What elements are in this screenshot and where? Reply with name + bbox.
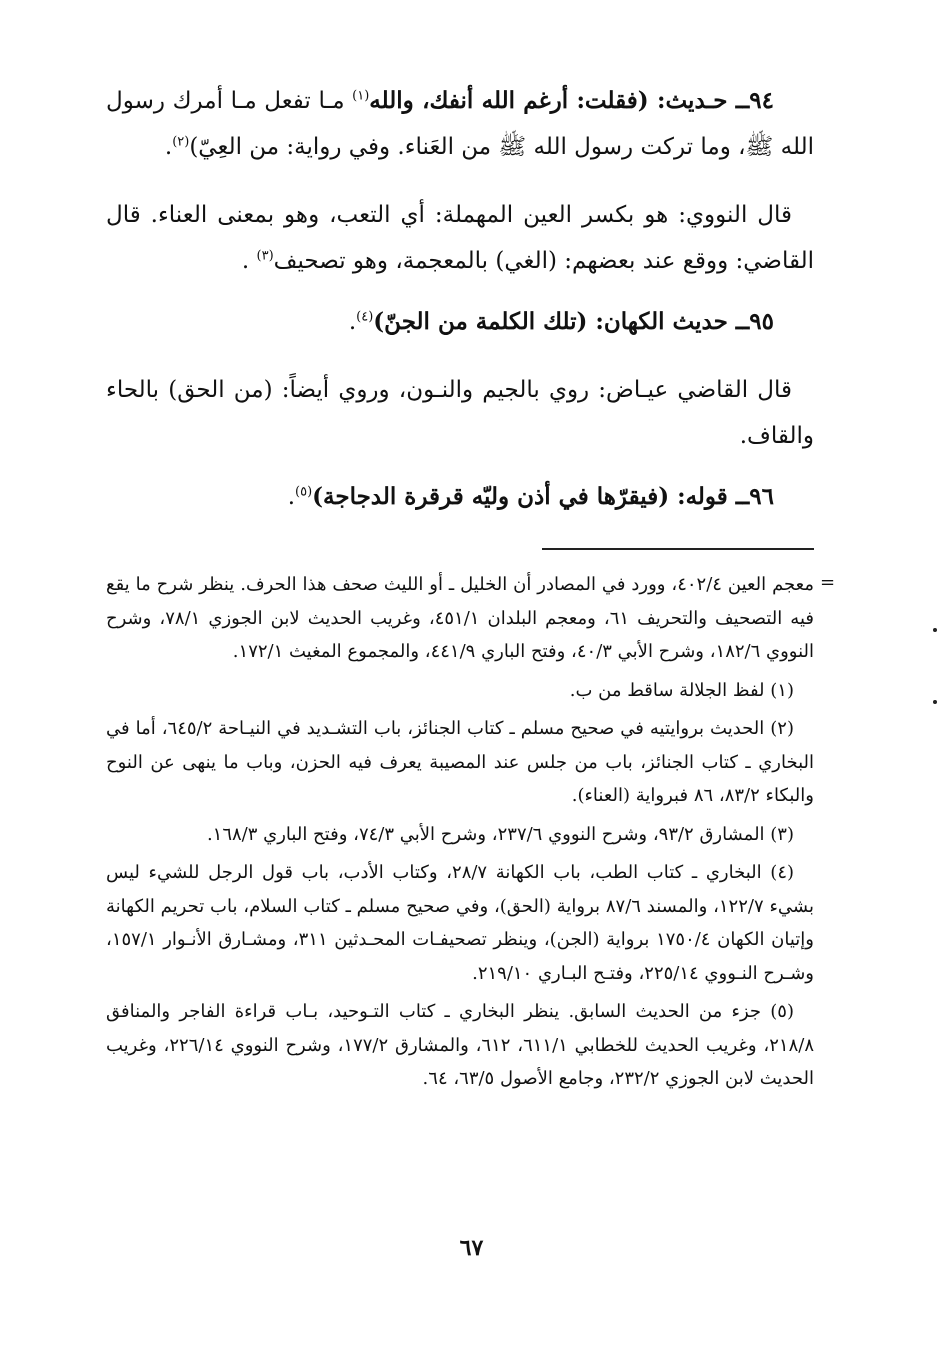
continuation-mark: =	[820, 572, 836, 593]
entry-94	[106, 78, 814, 170]
footnote-separator	[542, 548, 814, 550]
footnote-ref[interactable]: (٢)	[172, 134, 190, 150]
entry-text: ــ قوله: (فيقرّها في أذن وليّه قرقرة الدجاجة)	[312, 483, 750, 510]
explanation-paragraph	[106, 367, 814, 459]
footnote-ref[interactable]: (٥)	[295, 484, 313, 500]
entry-number: ٩٥	[749, 308, 774, 335]
entry-number: ٩٤	[749, 87, 774, 114]
main-text	[106, 78, 814, 542]
explanation-text: قال القاضي عيـاض: روي بالجيم والنـون، وروي أيضاً: (من الحق) بالحاء والقاف.	[106, 377, 814, 449]
footnote-4: (٤) البخاري ـ كتاب الطب، باب الكهانة ٢٨/٧، وكتاب الأدب، باب قول الرجل للشيء ليس بشيء ١٢٢/٧، والمسند ٨٧/٦ برواية (الحق)، وفي صحيح مسلم ـ كتاب السلام، باب تحريم الكهانة وإتيان الكهان ١٧٥٠/٤ برواية (الجن)، وينظر تصحيفـات المحـدثين ٣١١، ومشـارق الأنـوار ١٥٧/١، وشـرح النـووي ٢٢٥/١٤، وفتـح البـاري ٢١٩/١٠.	[106, 862, 814, 984]
scan-speck	[933, 700, 937, 704]
footnote-5: (٥) جزء من الحديث السابق. ينظر البخاري ـ كتاب التـوحيد، بـاب قراءة الفاجر والمنافق ٢١٨/٨، وغريب الحديث للخطابي ٦١١/١، ٦١٢، والمشارق ١٧٧/٢، وشرح النووي ٢٢٦/١٤، وغريب الحديث لابن الجوزي ٢٣٢/٢، وجامع الأصول ٦٣/٥، ٦٤.	[106, 1001, 814, 1089]
entry-end: .	[164, 134, 173, 160]
entry-95	[106, 299, 814, 345]
entry-number: ٩٦	[749, 483, 774, 510]
entry-text: مـا تفعل مـا أمرك رسول الله ﷺ، وما تركت رسول الله ﷺ من العَناء. وفي رواية: من العِيّ)	[106, 88, 814, 160]
scan-speck	[933, 628, 937, 632]
entry-text: ــ حديث الكهان: (تلك الكلمة من الجنّ)	[373, 308, 750, 335]
footnote-ref[interactable]: (٣)	[256, 248, 274, 264]
explanation-text: قال النووي: هو بكسر العين المهملة: أي التعب، وهو بمعنى العناء. قال القاضي: ووقع عند بعضهم: (الغي) بالمعجمة، وهو تصحيف	[106, 202, 814, 274]
footnote-3: (٣) المشارق ٩٣/٢، وشرح النووي ٢٣٧/٦، وشرح الأبي ٧٤/٣، وفتح الباري ١٦٨/٣.	[206, 823, 794, 845]
footnote-ref[interactable]: (١)	[352, 88, 370, 104]
entry-96	[106, 474, 814, 520]
entry-end: .	[287, 484, 295, 510]
footnote-ref[interactable]: (٤)	[356, 309, 374, 325]
explanation-paragraph	[106, 192, 814, 284]
entry-end: .	[241, 248, 257, 274]
footnote-continuation: معجم العين ٤٠٢/٤، وورد في المصادر أن الخليل ـ أو الليث صحف هذا الحرف. ينظر شرح ما يقع فيه التصحيف والتحريف ٦١، ومعجم البلدان ٤٥١/١، وغريب الحديث لابن الجوزي ٧٨/١، وشرح النووي ١٨٢/٦، وشرح الأبي ٤٠/٣، وفتح الباري ٤٤١/٩، والمجموع المغيث ١٧٢/١.	[106, 574, 814, 662]
page-number: ٦٧	[459, 1235, 484, 1261]
entry-end: .	[348, 309, 357, 335]
footnotes	[106, 568, 814, 1101]
footnote-2: (٢) الحديث بروايتيه في صحيح مسلم ـ كتاب الجنائز، باب التشـديد في النيـاحة ٦٤٥/٢، أما في البخاري ـ كتاب الجنائز، باب من جلس عند المصيبة يعرف فيه الحزن، وباب ما ينهى عن النوح والبكاء ٨٣/٢، ٨٦ فبرواية (العناء).	[106, 718, 814, 806]
footnote-1: (١) لفظ الجلالة ساقط من ب.	[569, 679, 794, 701]
entry-text: ــ حـديث: (فقلت: أرغم الله أنفك، والله	[369, 87, 750, 114]
